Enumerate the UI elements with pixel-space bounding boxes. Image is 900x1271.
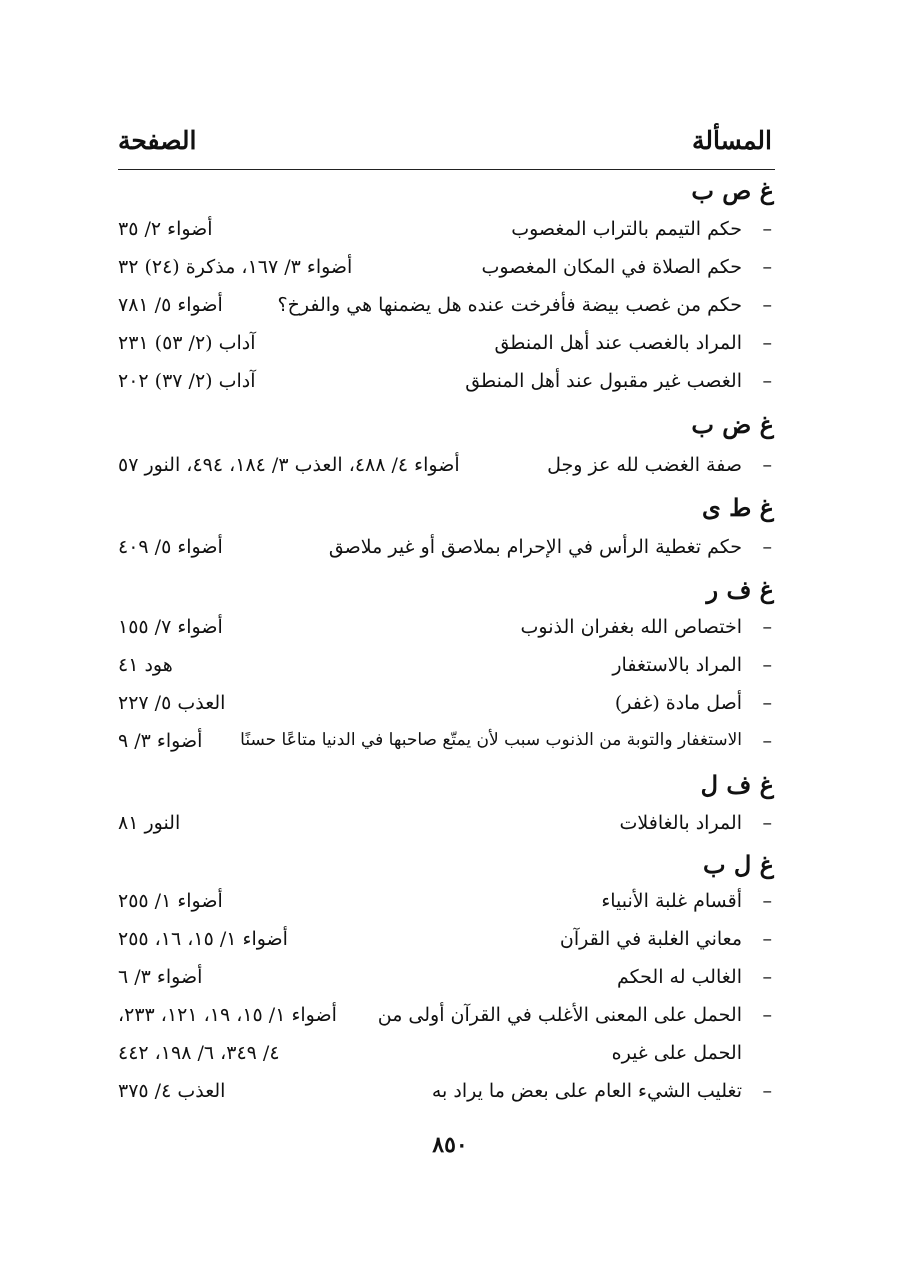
entry-reference: العذب ٥/ ٢٢٧ <box>118 692 226 714</box>
entry-dash: – <box>762 654 772 676</box>
entry-reference: أضواء ٣/ ٦ <box>118 966 203 988</box>
entry-reference: آداب (٢/ ٣٧) ٢٠٢ <box>118 370 256 392</box>
entry-topic: الحمل على المعنى الأغلب في القرآن أولى من <box>377 1004 742 1026</box>
section-heading: غ ص ب <box>691 176 774 205</box>
entry-reference: أضواء ١/ ١٥، ١٩، ١٢١، ٢٣٣، <box>118 1004 337 1026</box>
entry-dash: – <box>762 730 772 752</box>
entry-topic: المراد بالغافلات <box>619 812 742 834</box>
entry-dash: – <box>762 256 772 278</box>
section-heading: غ ض ب <box>691 410 774 439</box>
entry-reference: أضواء ٤/ ٤٨٨، العذب ٣/ ١٨٤، ٤٩٤، النور ٥٧ <box>118 454 460 476</box>
entry-topic: أقسام غلبة الأنبياء <box>601 890 742 912</box>
page-number: ٨٥٠ <box>432 1132 468 1158</box>
entry-reference: هود ٤١ <box>118 654 173 676</box>
issue-column-header: المسألة <box>692 126 772 155</box>
entry-topic: حكم التيمم بالتراب المغصوب <box>511 218 742 240</box>
entry-dash: – <box>762 616 772 638</box>
entry-topic: حكم من غصب بيضة فأفرخت عنده هل يضمنها هي والفرخ؟ <box>277 294 742 316</box>
entry-dash: – <box>762 890 772 912</box>
entry-reference: آداب (٢/ ٥٣) ٢٣١ <box>118 332 256 354</box>
section-heading: غ ط ى <box>701 493 774 522</box>
entry-dash: – <box>762 454 772 476</box>
entry-topic: اختصاص الله بغفران الذنوب <box>520 616 742 638</box>
entry-topic: حكم الصلاة في المكان المغصوب <box>481 256 742 278</box>
entry-dash: – <box>762 966 772 988</box>
entry-reference: أضواء ٣/ ٩ <box>118 730 203 752</box>
entry-dash: – <box>762 536 772 558</box>
entry-topic: الغصب غير مقبول عند أهل المنطق <box>465 370 742 392</box>
entry-reference: أضواء ٧/ ١٥٥ <box>118 616 223 638</box>
entry-topic: حكم تغطية الرأس في الإحرام بملاصق أو غير ملاصق <box>328 536 742 558</box>
entry-dash: – <box>762 812 772 834</box>
entry-reference: أضواء ٢/ ٣٥ <box>118 218 213 240</box>
entry-dash: – <box>762 332 772 354</box>
entry-topic: الغالب له الحكم <box>617 966 742 988</box>
entry-topic: الاستغفار والتوبة من الذنوب سبب لأن يمتّع صاحبها في الدنيا متاعًا حسنًا <box>240 730 742 750</box>
entry-reference: النور ٨١ <box>118 812 181 834</box>
page-column-header: الصفحة <box>118 126 197 155</box>
entry-dash: – <box>762 294 772 316</box>
entry-reference: أضواء ١/ ٢٥٥ <box>118 890 223 912</box>
section-heading: غ ل ب <box>702 850 774 879</box>
section-heading: غ ف ر <box>706 575 774 604</box>
entry-reference-continuation: ٤/ ٣٤٩، ٦/ ١٩٨، ٤٤٢ <box>118 1042 280 1064</box>
entry-dash: – <box>762 928 772 950</box>
entry-topic: أصل مادة (غفر) <box>614 692 742 714</box>
entry-topic: تغليب الشيء العام على بعض ما يراد به <box>431 1080 742 1102</box>
entry-topic: معاني الغلبة في القرآن <box>559 928 742 950</box>
entry-reference: أضواء ١/ ١٥، ١٦، ٢٥٥ <box>118 928 288 950</box>
entry-reference: أضواء ٥/ ٤٠٩ <box>118 536 223 558</box>
header-rule <box>118 169 775 170</box>
entry-dash: – <box>762 1080 772 1102</box>
entry-reference: أضواء ٥/ ٧٨١ <box>118 294 223 316</box>
entry-topic: المراد بالاستغفار <box>612 654 742 676</box>
entry-topic-continuation: الحمل على غيره <box>611 1042 742 1064</box>
entry-topic: المراد بالغصب عند أهل المنطق <box>494 332 742 354</box>
section-heading: غ ف ل <box>700 770 774 799</box>
entry-reference: العذب ٤/ ٣٧٥ <box>118 1080 226 1102</box>
entry-dash: – <box>762 1004 772 1026</box>
entry-dash: – <box>762 218 772 240</box>
entry-dash: – <box>762 370 772 392</box>
entry-topic: صفة الغضب لله عز وجل <box>547 454 742 476</box>
entry-dash: – <box>762 692 772 714</box>
entry-reference: أضواء ٣/ ١٦٧، مذكرة (٢٤) ٣٢ <box>118 256 353 278</box>
